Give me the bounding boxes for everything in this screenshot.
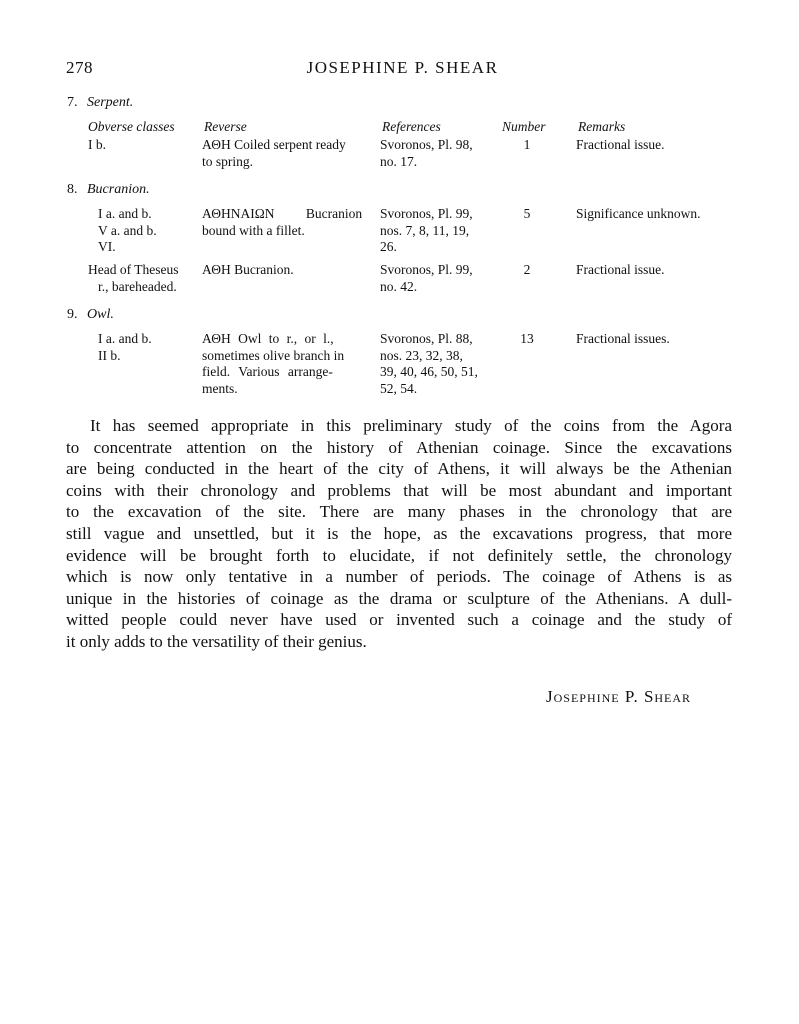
references-line: Svoronos, Pl. 98,	[380, 137, 473, 152]
table-row-count: 2	[523, 262, 531, 277]
reverse-line: ΑΘΗ Bucranion.	[202, 262, 294, 277]
section-number: 9.	[67, 307, 78, 322]
table-row-references	[380, 206, 482, 256]
table-row-remarks: Fractional issue.	[576, 262, 665, 277]
table-row-obverse	[88, 137, 200, 154]
paragraph-line: are being conducted in the heart of the city of Athens, it will always be the Athenian	[66, 459, 732, 479]
column-header-obverse: Obverse classes	[88, 119, 175, 134]
table-row-reverse	[202, 262, 364, 279]
paragraph-line: witted people could never have used or invented such a coinage and the study of	[66, 610, 732, 630]
table-row-obverse	[98, 331, 210, 364]
reverse-line: ΑΘΗΝΑΙΩΝ Bucranion	[202, 206, 363, 221]
table-row-count: 1	[523, 137, 531, 152]
paragraph-line: evidence will be brought forth to elucidate, if not definitely settle, the chronology	[66, 545, 732, 565]
paragraph-line: It has seemed appropriate in this preliminary study of the coins from the Agora	[90, 416, 732, 435]
obverse-line: Head of Theseus	[88, 262, 179, 277]
table-row-count: 13	[520, 331, 534, 346]
section-title: Owl.	[87, 307, 114, 322]
obverse-line: I a. and b.	[98, 206, 152, 221]
page-number: 278	[66, 58, 93, 77]
table-row-remarks: Significance unknown.	[576, 206, 701, 221]
obverse-line: I a. and b.	[98, 331, 152, 346]
references-line: Svoronos, Pl. 99,	[380, 206, 473, 221]
section-heading-bucranion	[67, 182, 150, 198]
table-row-references	[380, 262, 482, 295]
paragraph-line: to the excavation of the site. There are many phases in the chronology that are	[66, 502, 732, 522]
section-title: Serpent.	[87, 95, 134, 110]
table-row-reverse	[202, 137, 364, 170]
section-number: 7.	[67, 95, 78, 110]
obverse-line: r., bareheaded.	[98, 278, 177, 294]
body-paragraph	[66, 415, 732, 653]
reverse-line: field. Various arrange-	[202, 364, 333, 379]
section-title: Bucranion.	[87, 182, 150, 197]
table-row-reverse	[202, 206, 364, 239]
paragraph-line: still vague and unsettled, but it is the hope, as the excavations progress, that more	[66, 523, 732, 543]
reverse-line: to spring.	[202, 153, 254, 169]
table-row-remarks: Fractional issues.	[576, 331, 670, 346]
table-row-obverse	[98, 206, 210, 256]
paragraph-line: which is now only tentative in a number of periods. The coinage of Athens is as	[66, 567, 732, 587]
column-header-number: Number	[502, 119, 546, 134]
section-heading-serpent	[67, 95, 133, 111]
table-row-count: 5	[523, 206, 531, 221]
references-line: no. 17.	[380, 153, 418, 169]
table-row-reverse	[202, 331, 364, 397]
paragraph-line: to concentrate attention on the history of Athenian coinage. Since the excavations	[66, 437, 732, 457]
paragraph-line: coins with their chronology and problems that will be most abundant and important	[66, 480, 732, 500]
references-line: Svoronos, Pl. 88,	[380, 331, 473, 346]
section-number: 8.	[67, 182, 78, 197]
paragraph-line: unique in the histories of coinage as the drama or sculpture of the Athenians. A dull-	[66, 588, 732, 608]
references-line: no. 42.	[380, 278, 418, 294]
reverse-line: ments.	[202, 380, 238, 396]
running-head: JOSEPHINE P. SHEAR	[306, 58, 499, 77]
reverse-line: ΑΘΗ Owl to r., or l.,	[202, 331, 334, 346]
table-row-references	[380, 331, 482, 397]
author-signature: Josephine P. Shear	[546, 687, 692, 706]
references-line: Svoronos, Pl. 99,	[380, 262, 473, 277]
obverse-line: I b.	[88, 137, 106, 152]
table-row-references	[380, 137, 482, 170]
column-header-references: References	[382, 119, 441, 134]
table-row-obverse	[88, 262, 200, 295]
references-line: nos. 7, 8, 11, 19,	[380, 222, 470, 238]
references-line: 52, 54.	[380, 380, 418, 396]
obverse-line: II b.	[98, 347, 121, 363]
obverse-line: V a. and b.	[98, 222, 157, 238]
table-row-remarks: Fractional issue.	[576, 137, 665, 152]
obverse-line: VI.	[98, 239, 116, 254]
reverse-line: bound with a fillet.	[202, 222, 305, 238]
paragraph-line: it only adds to the versatility of their genius.	[66, 631, 367, 651]
references-line: 26.	[380, 239, 397, 254]
reverse-line: sometimes olive branch in	[202, 347, 345, 363]
references-line: 39, 40, 46, 50, 51,	[380, 364, 478, 379]
column-header-remarks: Remarks	[578, 119, 626, 134]
section-heading-owl	[67, 307, 114, 323]
references-line: nos. 23, 32, 38,	[380, 347, 463, 363]
reverse-line: ΑΘΗ Coiled serpent ready	[202, 137, 346, 152]
column-header-reverse: Reverse	[204, 119, 247, 134]
